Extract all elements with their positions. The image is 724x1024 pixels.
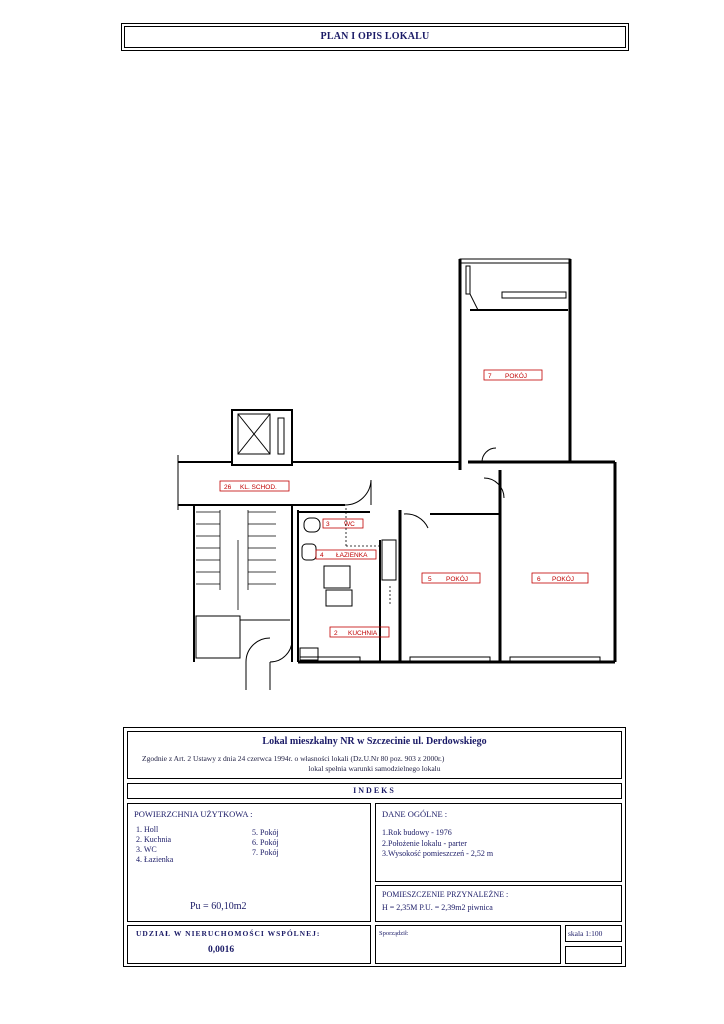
general-box [375,803,622,882]
share-header: UDZIAŁ W NIERUCHOMOŚCI WSPÓLNEJ: [136,929,321,938]
room-name: POKÓJ [505,373,528,380]
area-list-left [136,825,173,865]
room-name: ŁAZIENKA [336,552,368,559]
room-number: 7 [488,373,492,380]
general-list [382,828,493,860]
area-item: 5. Pokój [252,828,279,837]
room-name: WC [344,521,355,528]
annex-value: H = 2,35M P.U. = 2,39m2 piwnica [382,903,493,912]
area-header: POWIERZCHNIA UŻYTKOWA : [134,809,253,819]
room-number: 3 [326,521,330,528]
wall-segment [466,266,470,294]
wall-segment [460,259,570,263]
stove [300,648,318,660]
info-panel [123,727,626,967]
law-line-1: Zgodnie z Art. 2 Ustawy z dnia 24 czerwca 1994r. o własności lokali (Dz.U.Nr 80 poz. 903 z 2000r.) [142,754,445,763]
elevator-door [278,418,284,454]
general-item: 3.Wysokość pomieszczeń - 2,52 m [382,849,494,858]
index-box [127,783,622,799]
wall-segment [470,294,478,310]
address-box [127,731,622,779]
area-item: 1. Holl [136,825,159,834]
room-name: POKÓJ [552,576,575,583]
room-number: 5 [428,576,432,583]
door-swing [270,640,292,662]
room-number: 26 [224,484,232,491]
window [502,292,566,298]
usable-area: Pu = 60,10m2 [190,901,247,912]
room-name: KL. SCHOD. [240,484,277,491]
room-name: POKÓJ [446,576,469,583]
share-value: 0,0016 [208,945,235,955]
share-box [127,925,371,964]
door-swing [345,480,371,505]
bathtub [324,566,350,588]
door-swing [482,448,496,462]
area-item: 2. Kuchnia [136,835,172,844]
area-item: 4. Łazienka [136,855,174,864]
toilet [304,518,320,532]
author-label: Sporządził: [379,930,409,937]
annex-header: POMIESZCZENIE PRZYNALEŻNE : [382,890,509,899]
door-swing [246,638,270,662]
room-number: 6 [537,576,541,583]
room-number: 4 [320,552,324,559]
general-item: 1.Rok budowy - 1976 [382,828,452,837]
room-number: 2 [334,630,338,637]
general-item: 2.Położenie lokalu - parter [382,838,467,848]
area-item: 7. Pokój [252,848,279,857]
room-name: KUCHNIA [348,630,378,637]
area-item: 3. WC [136,845,157,854]
author-box [375,925,561,964]
area-item: 6. Pokój [252,838,279,847]
general-header: DANE OGÓLNE : [382,809,448,819]
stair-treads [196,510,276,610]
kitchen-sink [326,590,352,606]
cabinet [382,540,396,580]
scale-box [565,925,622,942]
index-label: INDEKS [353,786,396,795]
washbasin [302,544,316,560]
scale-label: skala 1:100 [568,929,603,938]
area-box [127,803,371,922]
stair-landing [196,616,240,658]
property-title: Lokal mieszkalny NR w Szczecinie ul. Derdowskiego [262,736,487,747]
page-title: PLAN I OPIS LOKALU [320,31,430,42]
door-swing [404,514,428,528]
area-list-right [252,828,279,858]
empty-cell [565,946,622,964]
law-line-2: lokal spełnia warunki samodzielnego lokalu [308,764,441,773]
annex-box [375,885,622,922]
